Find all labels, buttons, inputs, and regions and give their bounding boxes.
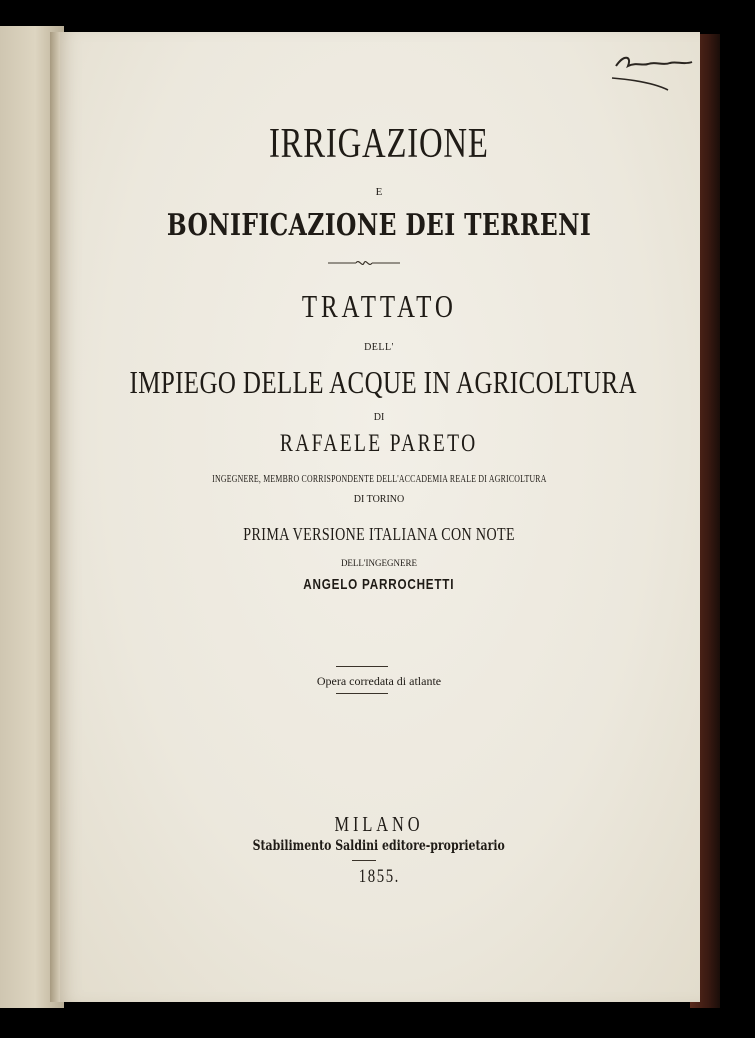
page-gutter (50, 32, 60, 1002)
book-subtitle: BONIFICAZIONE DEI TERRENI (166, 208, 592, 243)
title-page (58, 32, 700, 1002)
imprint-year: 1855. (358, 866, 400, 887)
imprint-place: MILANO (334, 812, 424, 836)
imprint-rule (352, 860, 376, 861)
atlas-note: Opera corredata di atlante (316, 674, 442, 688)
treatise-subject: IMPIEGO DELLE ACQUE IN AGRICOLTURA (129, 364, 637, 400)
edition-statement: PRIMA VERSIONE ITALIANA CON NOTE (243, 524, 515, 544)
translator-by: DELL'INGEGNERE (340, 558, 418, 568)
author-name: RAFAELE PARETO (280, 430, 478, 457)
author-by: DI (373, 412, 385, 423)
imprint-publisher: Stabilimento Saldini editore-proprietario (252, 838, 506, 854)
book-title: IRRIGAZIONE (269, 121, 489, 167)
author-city: DI TORINO (353, 494, 405, 505)
note-rule-bottom (336, 693, 388, 694)
ornament-divider-icon (328, 256, 400, 270)
note-rule-top (336, 666, 388, 667)
author-credentials: INGEGNERE, MEMBRO CORRISPONDENTE DELL'ACCADEMIA REALE DI AGRICOLTURA (211, 474, 547, 485)
title-conjunction: E (375, 186, 383, 198)
treatise-connector: DELL' (364, 342, 394, 353)
handwritten-signature (606, 44, 696, 94)
treatise-heading: TRATTATO (301, 288, 457, 324)
translator-name: ANGELO PARROCHETTI (303, 576, 455, 593)
